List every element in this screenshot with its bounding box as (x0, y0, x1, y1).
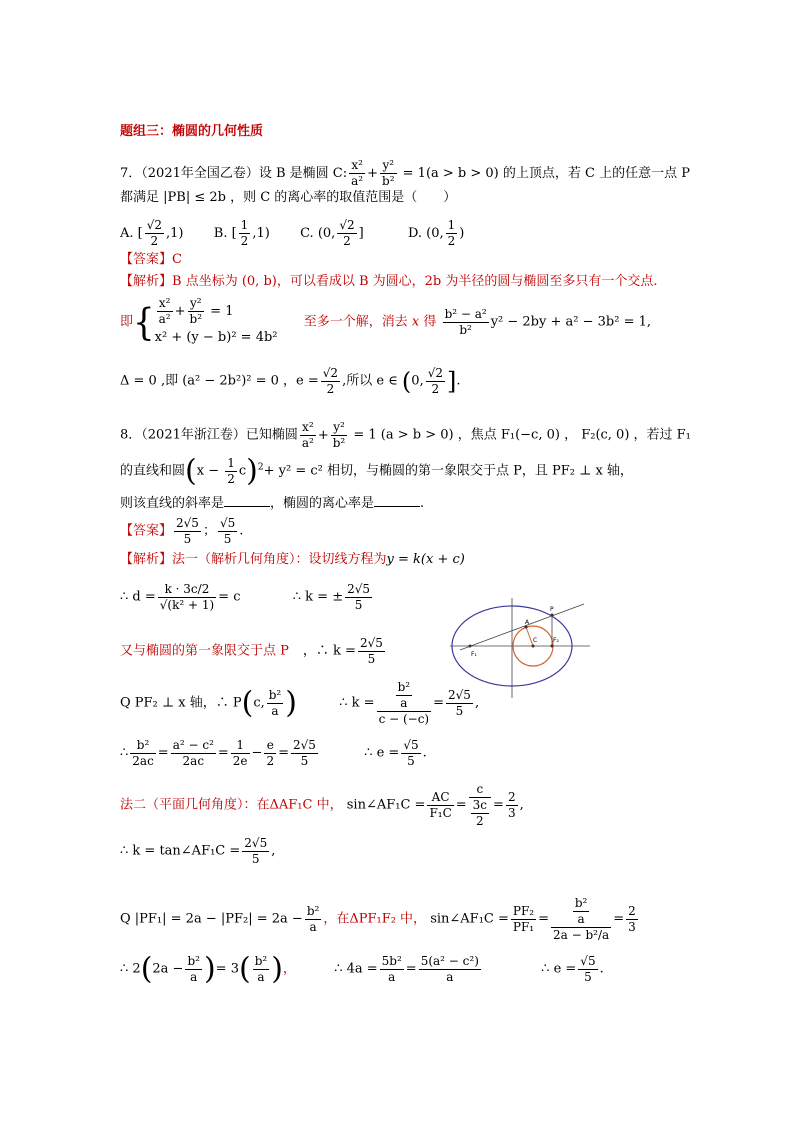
numerator: √2 (322, 366, 339, 380)
delta-text: ,所以 e ∈ (342, 373, 398, 389)
fraction (218, 516, 237, 547)
denominator: 3 (628, 920, 636, 934)
denominator: c − (−c) (378, 712, 430, 726)
denominator: a (257, 970, 265, 984)
fraction (231, 738, 250, 769)
left-brace: { (133, 300, 155, 345)
pf2-text: Q PF₂ ⊥ x 轴，∴ P (120, 695, 242, 711)
tangent-equation: y = k(x + c) (386, 552, 465, 567)
fraction (626, 904, 638, 935)
q7-delta-line: Δ = 0 ,即 (a² − 2b²)² = 0 ，e = $\frac{√2}{2}$ ,所以 e ∈ (0, $\frac{√2}{2}$ ]. (120, 366, 461, 396)
equals: = (433, 695, 445, 711)
fraction (321, 366, 340, 397)
fraction (300, 420, 316, 451)
q8-stem-line1: 8．（2021年浙江卷）已知椭圆 $\frac{\text{x²}}{\text{a²}}$ + $\frac{\text{y²}}{\text{b²}}$ = 1 (a > b > 0) ，焦点 F₁(−c, 0) ， F₂(c, 0) ，若过 F₁ (120, 420, 691, 450)
circle-c: c (238, 463, 247, 479)
option-c (300, 218, 364, 248)
circle-x-term: x − (196, 463, 224, 479)
numerator: b² (254, 954, 268, 968)
fraction (426, 366, 445, 397)
denominator: a (388, 970, 396, 984)
right-paren: ) (271, 951, 283, 987)
denominator: 2 (476, 814, 484, 828)
period: . (420, 496, 425, 511)
label-p: P (550, 606, 554, 613)
numerator: b² (268, 688, 282, 702)
fraction (264, 738, 276, 769)
equation-system (155, 296, 278, 349)
denominator: 5 (223, 532, 232, 546)
numerator: b² (397, 680, 411, 694)
fraction (225, 456, 237, 487)
numerator: 1 (227, 456, 235, 470)
numerator: 2√5 (359, 636, 383, 650)
fraction (551, 896, 611, 943)
denominator: 5 (354, 598, 363, 612)
numerator: b² (187, 954, 200, 968)
fraction (349, 158, 365, 189)
equals-one: = 1 (398, 166, 426, 181)
left-paren: ( (140, 951, 153, 987)
numerator: 2√5 (293, 738, 316, 752)
period: . (239, 523, 244, 539)
q8-stem-part5: 则该直线的斜率是 (120, 496, 225, 511)
q7-answer (120, 252, 182, 268)
numerator: 5(a² − c²) (420, 954, 479, 968)
system-eq1: $\frac{\text{x²}}{\text{a²}}$ + $\frac{\text{y²}}{\text{b²}}$ = 1 (158, 296, 234, 326)
left-paren: ( (238, 951, 251, 987)
ji-label: 即 (120, 314, 134, 330)
equals: = (613, 911, 625, 927)
fraction (185, 954, 202, 985)
label-f2: F₂ (553, 637, 559, 644)
fraction (158, 582, 216, 613)
denominator (469, 798, 491, 829)
denominator: b² (459, 323, 472, 337)
fraction (130, 738, 156, 769)
numerator: x² (300, 420, 316, 436)
fraction (157, 296, 173, 327)
fraction (506, 790, 518, 821)
comma: , (271, 843, 276, 859)
numerator: PF₂ (512, 904, 535, 918)
q7-stem-part1: 7．（2021年全国乙卷）设 B 是椭圆 C: (120, 166, 348, 181)
fraction (291, 738, 318, 769)
label-c: C (533, 637, 538, 644)
numerator (551, 896, 611, 928)
denominator: b² (382, 174, 395, 188)
denominator: 5 (300, 754, 309, 768)
option-b-label: B. [ (213, 226, 237, 241)
q7-system-line (120, 296, 651, 349)
fraction (446, 218, 458, 249)
denominator: a² (301, 436, 314, 450)
slope-label: ，∴ k = (302, 643, 356, 659)
equals: = (538, 911, 550, 927)
fraction (267, 688, 284, 719)
comma: , (474, 695, 480, 711)
two-a-minus: 2a − (152, 961, 184, 977)
first-quadrant-line (120, 636, 387, 667)
q8-method2 (120, 782, 524, 829)
fraction (358, 636, 385, 667)
triangle-text: ΔAF₁C 中， (269, 797, 343, 813)
pf2-line (120, 680, 479, 727)
denominator: 2 (227, 472, 235, 486)
right-paren: ) (285, 685, 297, 721)
analysis-label: 【解析】 (120, 274, 173, 289)
denominator: 5 (455, 704, 464, 718)
label-a: A (525, 619, 530, 626)
point-f1-dot (469, 645, 472, 648)
denominator: a (190, 970, 198, 984)
denominator: a (271, 704, 279, 718)
denominator: 2 (431, 382, 440, 396)
numerator: b² (306, 904, 320, 918)
tan-text: ∴ k = tan∠AF₁C = (120, 843, 241, 859)
denominator: a (446, 970, 454, 984)
final-line (120, 951, 604, 987)
analysis-text: 得 (423, 314, 437, 330)
eccentricity-label: ∴ e = (364, 745, 400, 761)
denominator: 2 (266, 754, 275, 768)
fraction (253, 954, 270, 985)
fraction (469, 782, 491, 829)
numerator: y² (331, 420, 348, 436)
denominator: PF₁ (512, 920, 535, 934)
option-b-end: ,1) (252, 226, 270, 241)
fraction (145, 218, 164, 249)
numerator: 1 (240, 218, 249, 232)
denominator: 2 (343, 234, 351, 248)
fraction (380, 158, 397, 189)
therefore: ∴ (120, 745, 129, 761)
numerator: y² (380, 158, 397, 174)
triangle-text: ΔPF₁F₂ 中， (349, 911, 427, 927)
numerator: 5b² (381, 954, 402, 968)
denominator: 5 (407, 754, 415, 768)
denominator: 2 (150, 234, 159, 248)
denominator: 5 (367, 652, 376, 666)
q7-stem-line2: 都满足 |PB| ≤ 2b ，则 C 的离心率的取值范围是（ ） (120, 190, 457, 205)
q8-stem-part2: = 1 (a > b > 0) ，焦点 F₁(−c, 0) ， F₂(c, 0) ，若过 F₁ (349, 427, 691, 443)
numerator: 1 (447, 218, 456, 232)
fraction (377, 680, 432, 727)
fraction (578, 954, 597, 985)
numerator: a² − c² (172, 738, 214, 752)
variable-x: x (407, 314, 424, 330)
ratio-line (120, 738, 427, 769)
numerator: AC (427, 790, 453, 806)
point-f2-dot (551, 645, 554, 648)
option-c-end: ] (358, 226, 364, 241)
numerator: 2 (507, 790, 516, 804)
period: . (422, 745, 427, 761)
label-f1: F₁ (471, 651, 477, 658)
equals: = (157, 745, 169, 761)
right-paren: ) (246, 453, 258, 489)
slope-pm: ∴ k = ± (292, 589, 344, 605)
period: . (599, 961, 604, 977)
equals: = (455, 797, 467, 813)
point-c-dot (532, 645, 535, 648)
option-a-end: ,1) (166, 226, 184, 241)
q8-stem-part3: 的直线和圆 (120, 463, 186, 479)
ac-radius (526, 627, 533, 646)
left-paren: ( (241, 685, 254, 721)
point-c: c, (253, 695, 265, 711)
numerator: 2 (628, 904, 636, 918)
denominator: 2ac (132, 754, 154, 768)
eliminated-equation: y² − 2by + a² − 3b² = 1, (490, 314, 651, 330)
q8-answer (120, 516, 243, 547)
pf1-text: ，在 (323, 911, 350, 927)
period: . (456, 373, 461, 389)
fraction (174, 516, 201, 547)
left-paren: ( (185, 453, 197, 489)
therefore: ∴ 2 (120, 961, 141, 977)
numerator: x² (349, 158, 365, 174)
fraction (345, 582, 372, 613)
right-paren: ) (203, 951, 216, 987)
point-p-dot (551, 614, 554, 617)
equals: = (217, 745, 229, 761)
equals-three: = 3 (215, 961, 239, 977)
inner-fraction (471, 798, 489, 829)
q7-options (120, 218, 464, 249)
fraction (511, 904, 536, 935)
numerator: 2√5 (448, 688, 471, 702)
q8-stem-part6: ，椭圆的离心率是 (270, 496, 375, 511)
sine-label: sin∠AF₁C = (346, 797, 426, 813)
q8-method1 (120, 552, 465, 568)
denominator: 2 (326, 382, 335, 396)
analysis-text: B 点坐标为 (0, b)，可以看成以 B 为圆心，2b 为半径的圆与椭圆至多只有一个交点. (172, 274, 658, 289)
q8-stem-line3 (120, 494, 424, 512)
option-d (407, 218, 465, 248)
comma: ， (282, 961, 296, 977)
fraction (242, 836, 269, 867)
fraction (380, 954, 404, 985)
left-paren: ( (401, 367, 412, 396)
inner-fraction (573, 896, 590, 927)
denominator: b² (189, 312, 203, 326)
distance-rhs: = c (218, 589, 241, 605)
fraction (188, 296, 205, 327)
denominator: a (309, 920, 317, 934)
denominator: 2 (447, 234, 456, 248)
answer-value: C (172, 252, 182, 267)
fraction (419, 954, 481, 985)
ellipse-diagram (450, 598, 590, 698)
delta-text: Δ = 0 ,即 (a² − 2b²)² = 0 ，e = (120, 373, 319, 389)
denominator: a² (158, 312, 171, 326)
denominator: 2ac (182, 754, 205, 768)
equals: = (405, 961, 417, 977)
fraction (171, 738, 216, 769)
analysis-label: 【解析】 (120, 552, 173, 567)
method2-text: 法二（平面几何角度）：在 (120, 797, 270, 813)
option-b (213, 218, 270, 248)
numerator: c (469, 782, 491, 798)
denominator: 5 (584, 970, 592, 984)
fraction (239, 218, 251, 249)
denominator: a² (351, 174, 364, 188)
answer-blank[interactable] (224, 494, 270, 507)
q8-stem-part4: + y² = c² 相切，与椭圆的第一象限交于点 P，且 PF₂ ⊥ x 轴， (263, 463, 633, 479)
q7-stem-part2: (a > b > 0) 的上顶点，若 C 上的任意一点 P (425, 166, 690, 181)
four-a-label: ∴ 4a = (334, 961, 378, 977)
method1-text: 法一（解析几何角度）：设切线方程为 (172, 552, 387, 567)
answer-blank[interactable] (374, 494, 420, 507)
numerator: e (264, 738, 276, 754)
q7-stem-line1: 7．（2021年全国乙卷）设 B 是椭圆 C: $\frac{\text{x²}}{\text{a²}}$ + $\frac{\text{y²}}{\text{b²}}$ = 1(a > b > 0) 的上顶点，若 C 上的任意一点 P (120, 158, 690, 188)
option-d-label: D. (0, (407, 226, 444, 241)
right-bracket: ] (446, 367, 457, 396)
numerator: b² (574, 896, 588, 910)
denominator: 5 (183, 532, 192, 546)
equals: = (278, 745, 289, 761)
q7-analysis-line1 (120, 274, 658, 290)
denominator: a (577, 912, 585, 926)
pf1-line (120, 896, 640, 943)
fraction (331, 420, 348, 451)
numerator (377, 680, 432, 712)
numerator: √2 (427, 366, 443, 380)
fraction (427, 790, 453, 821)
minus: − (251, 745, 263, 761)
section-heading: 题组三：椭圆的几何性质 (120, 124, 264, 139)
fraction (305, 904, 322, 935)
numerator: b² − a² (444, 307, 487, 321)
analysis-text: 至多一个解，消去 (303, 314, 408, 330)
sine-label: sin∠AF₁C = (430, 911, 509, 927)
denominator: 3 (507, 806, 516, 820)
distance-line (120, 582, 374, 613)
numerator: 2√5 (244, 836, 268, 850)
denominator: 2a − b²/a (553, 928, 610, 942)
system-eq2: x² + (y − b)² = 4b² (154, 330, 278, 345)
distance-label: ∴ d = (120, 589, 156, 605)
numerator: 2√5 (176, 516, 199, 530)
denominator: √(k² + 1) (159, 598, 215, 612)
denominator: F₁C (429, 806, 452, 820)
denominator: a (400, 696, 408, 710)
numerator: k · 3c/2 (158, 582, 216, 598)
numerator: 1 (231, 738, 250, 754)
q8-stem-part1: 8．（2021年浙江卷）已知椭圆 (120, 427, 298, 443)
option-c-label: C. (0, (300, 226, 336, 241)
option-a (120, 218, 184, 248)
numerator: √2 (339, 218, 355, 232)
eccentricity-label: ∴ e = (541, 961, 577, 977)
numerator: √2 (146, 218, 163, 232)
fraction (443, 307, 489, 338)
first-quadrant-text: 又与椭圆的第一象限交于点 P (120, 643, 289, 659)
eq1-rhs: = 1 (206, 304, 234, 319)
answer-label: 【答案】 (120, 252, 173, 267)
fraction (401, 738, 420, 769)
numerator: b² (130, 738, 156, 754)
numerator: √5 (580, 954, 596, 968)
equals: = (493, 797, 504, 813)
separator: ； (202, 523, 216, 539)
fraction (337, 218, 356, 249)
answer-label: 【答案】 (120, 523, 173, 539)
tan-line (120, 836, 275, 867)
numerator: 2√5 (347, 582, 371, 596)
inner-fraction (396, 680, 413, 711)
denominator: 5 (251, 852, 260, 866)
numerator: y² (188, 296, 205, 312)
numerator: √5 (403, 738, 419, 752)
numerator: √5 (219, 516, 236, 530)
comma: , (519, 797, 524, 813)
denominator: 2 (240, 234, 249, 248)
slope-label: ∴ k = (339, 695, 375, 711)
q8-stem-line2: 的直线和圆(x − $\frac{1}{2}$ c)$^2$+ y² = c² 相切，与椭圆的第一象限交于点 P，且 PF₂ ⊥ x 轴， (120, 453, 633, 489)
option-d-end: ) (459, 226, 465, 241)
denominator: 2e (232, 754, 248, 768)
pf1-text: Q |PF₁| = 2a − |PF₂| = 2a − (120, 911, 303, 927)
option-a-label: A. [ (120, 226, 143, 241)
numerator: 3c (472, 798, 488, 812)
denominator: b² (332, 436, 346, 450)
numerator: x² (157, 296, 173, 312)
